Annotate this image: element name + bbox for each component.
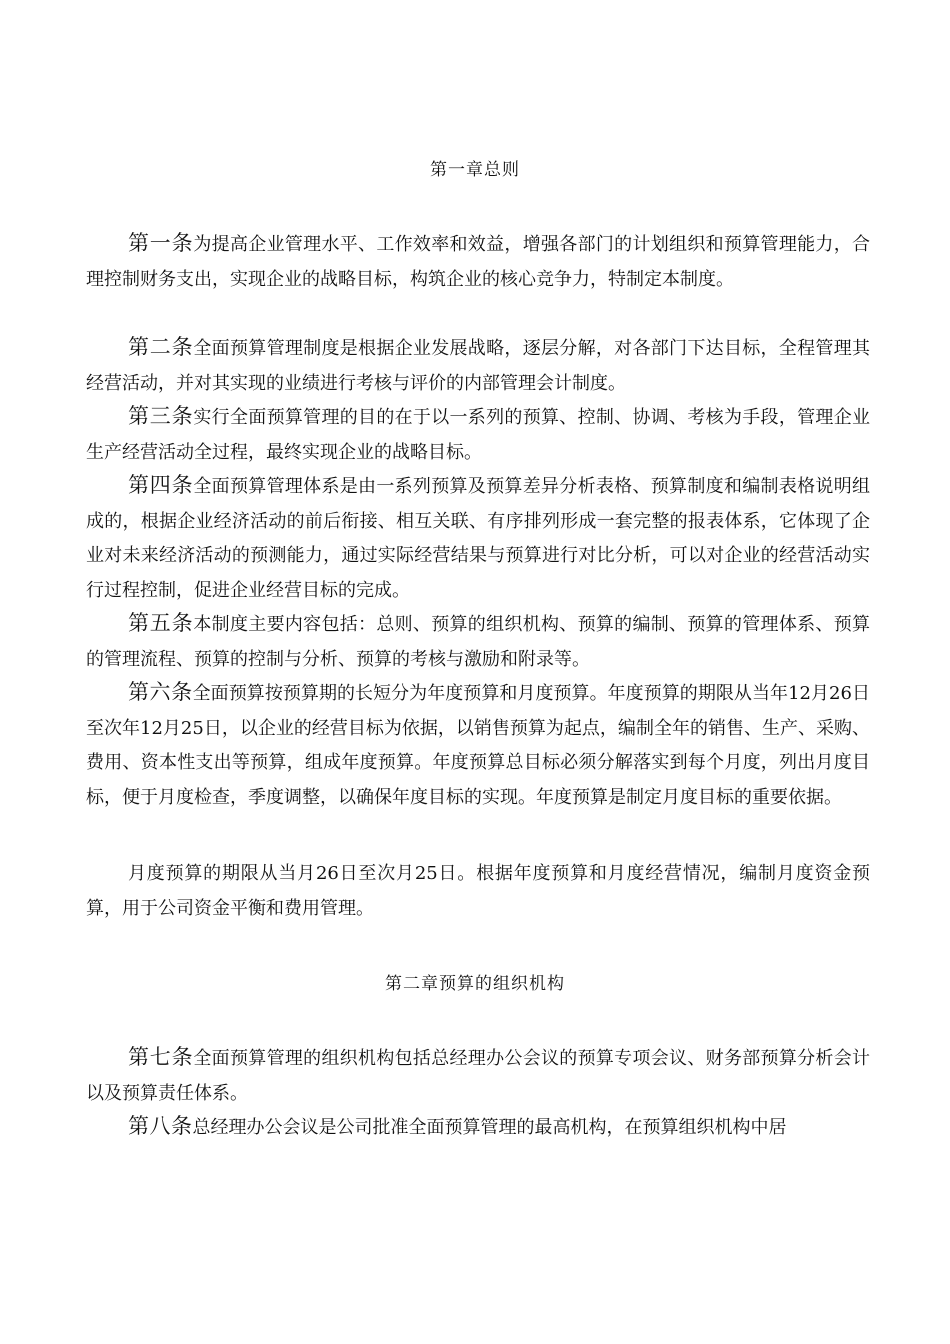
article-7 [86,1040,870,1111]
article-label: 第七条 [128,1045,194,1069]
article-text: 为提高企业管理水平、工作效率和效益，增强各部门的计划组织和预算管理能力，合理控制财务支出，实现企业的战略目标，构筑企业的核心竞争力，特制定本制度。 [86,234,871,290]
article-text: 全面预算管理制度是根据企业发展战略，逐层分解，对各部门下达目标，全程管理其经营活动，并对其实现的业绩进行考核与评价的内部管理会计制度。 [86,338,871,394]
article-label: 第六条 [128,680,193,704]
chapter-1-title: 第一章总则 [430,160,520,180]
monthly-budget-paragraph: 月度预算的期限从当月26日至次月25日。根据年度预算和月度经营情况，编制月度资金预算，用于公司资金平衡和费用管理。 [86,863,870,919]
article-1 [86,226,870,297]
article-2 [86,330,870,401]
article-text: 全面预算管理的组织机构包括总经理办公会议的预算专项会议、财务部预算分析会计以及预算责任体系。 [86,1048,871,1104]
article-label: 第二条 [128,335,194,359]
article-text: 实行全面预算管理的目的在于以一系列的预算、控制、协调、考核为手段，管理企业生产经营活动全过程，最终实现企业的战略目标。 [86,407,871,463]
article-text: 本制度主要内容包括：总则、预算的组织机构、预算的编制、预算的管理体系、预算的管理流程、预算的控制与分析、预算的考核与激励和附录等。 [86,614,871,670]
article-text: 全面预算管理体系是由一系列预算及预算差异分析表格、预算制度和编制表格说明组成的，根据企业经济活动的前后衔接、相互关联、有序排列形成一套完整的报表体系，它体现了企业对未来经济活动的预测能力，通过实际经营结果与预算进行对比分析，可以对企业的经营活动实行过程控制，促进企业经营目标的完成。 [86,476,871,601]
article-text: 总经理办公会议是公司批准全面预算管理的最高机构，在预算组织机构中居 [192,1117,787,1138]
article-label: 第一条 [128,231,194,255]
article-8 [86,1109,870,1146]
article-label: 第四条 [128,473,194,497]
article-5 [86,606,870,677]
article-6 [86,675,870,815]
article-3 [86,399,870,470]
article-label: 第八条 [128,1114,193,1138]
article-text: 全面预算按预算期的长短分为年度预算和月度预算。年度预算的期限从当年12月26日至次年12月25日，以企业的经营目标为依据，以销售预算为起点，编制全年的销售、生产、采购、费用、资本性支出等预算，组成年度预算。年度预算总目标必须分解落实到每个月度，列出月度目标，便于月度检查，季度调整，以确保年度目标的实现。年度预算是制定月度目标的重要依据。 [86,683,871,808]
article-label: 第三条 [128,404,194,428]
article-4 [86,468,870,608]
chapter-2-title: 第二章预算的组织机构 [385,974,565,994]
article-label: 第五条 [128,611,194,635]
